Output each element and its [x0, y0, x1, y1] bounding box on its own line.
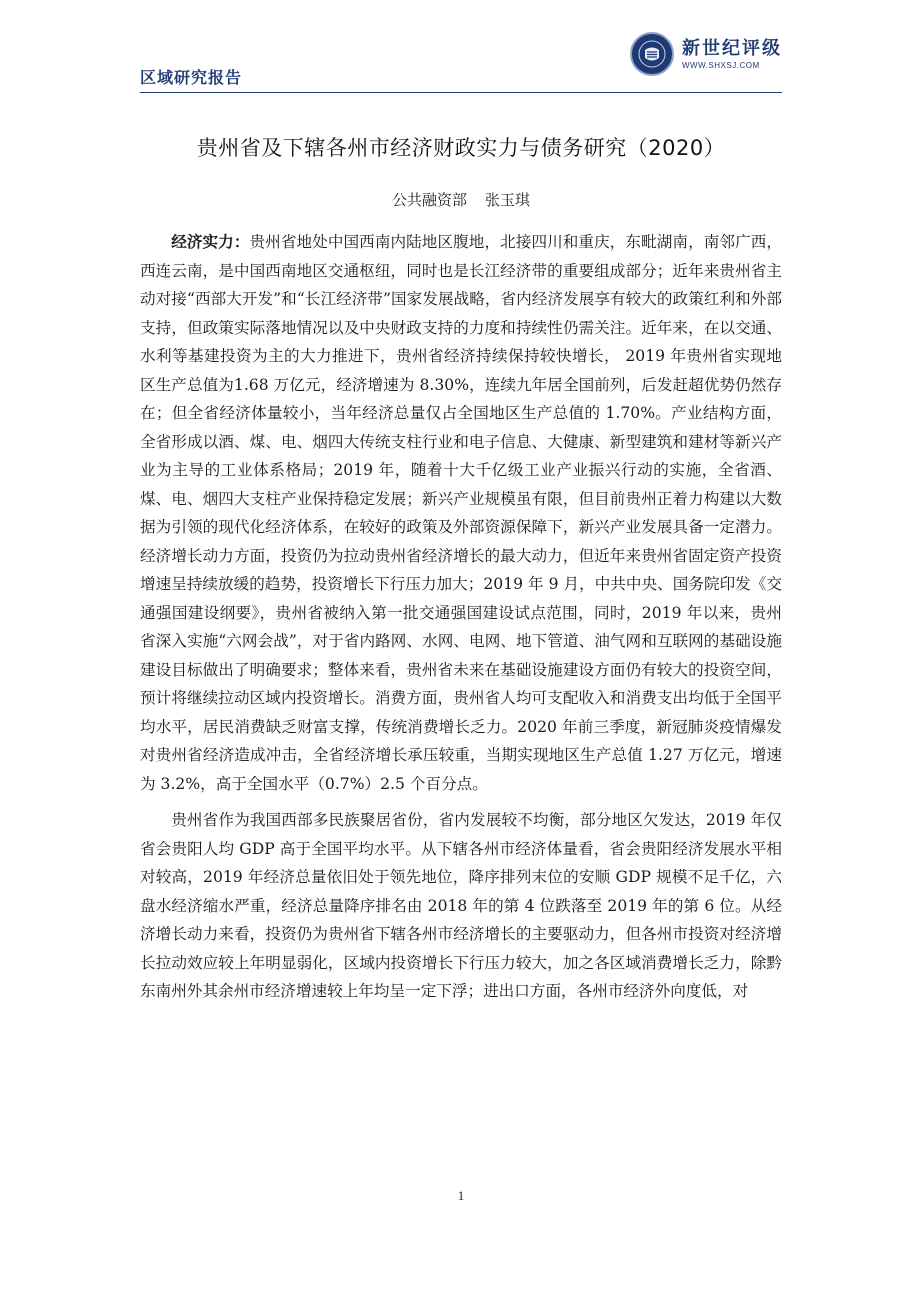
body-paragraph	[140, 806, 782, 1006]
paragraph-text: 贵州省地处中国西南内陆地区腹地，北接四川和重庆，东毗湖南，南邻广西，西连云南，是中国西南地区交通枢纽，同时也是长江经济带的重要组成部分；近年来贵州省主动对接“西部大开发”和“长江经济带”国家发展战略，省内经济发展享有较大的政策红利和外部支持，但政策实际落地情况以及中央财政支持的力度和持续性仍需关注。近年来，在以交通、水利等基建投资为主的大力推进下，贵州省经济持续保持较快增长， 2019 年贵州省实现地区生产总值为1.68 万亿元，经济增速为 8.30%，连续九年居全国前列，后发赶超优势仍然存在；但全省经济体量较小，当年经济总量仅占全国地区生产总值的 1.70%。产业结构方面，全省形成以酒、煤、电、烟四大传统支柱行业和电子信息、大健康、新型建筑和建材等新兴产业为主导的工业体系格局；2019 年，随着十大千亿级工业产业振兴行动的实施，全省酒、煤、电、烟四大支柱产业保持稳定发展；新兴产业规模虽有限，但目前贵州正着力构建以大数据为引领的现代化经济体系，在较好的政策及外部资源保障下，新兴产业发展具备一定潜力。经济增长动力方面，投资仍为拉动贵州省经济增长的最大动力，但近年来贵州省固定资产投资增速呈持续放缓的趋势，投资增长下行压力加大；2019 年 9 月，中共中央、国务院印发《交通强国建设纲要》，贵州省被纳入第一批交通强国建设试点范围，同时，2019 年以来，贵州省深入实施“六网会战”，对于省内路网、水网、电网、地下管道、油气网和互联网的基础设施建设目标做出了明确要求；整体来看，贵州省未来在基础设施建设方面仍有较大的投资空间，预计将继续拉动区域内投资增长。消费方面，贵州省人均可支配收入和消费支出均低于全国平均水平，居民消费缺乏财富支撑，传统消费增长乏力。2020 年前三季度，新冠肺炎疫情爆发对贵州省经济造成冲击，全省经济增长承压较重，当期实现地区生产总值 1.27 万亿元，增速为 3.2%，高于全国水平（0.7%）2.5 个百分点。	[140, 233, 782, 793]
author-name: 张玉琪	[485, 191, 531, 209]
department-name: 公共融资部	[391, 191, 467, 209]
paragraph-lead: 经济实力：	[171, 232, 250, 251]
emblem-shape-icon	[637, 39, 667, 69]
page-header	[140, 30, 782, 92]
document-title: 贵州省及下辖各州市经济财政实力与债务研究（2020）	[196, 136, 726, 160]
document-body	[140, 228, 782, 1006]
page-number: 1	[457, 1188, 465, 1203]
company-logo	[630, 30, 782, 78]
rating-agency-emblem-icon	[630, 32, 674, 76]
logo-text	[682, 39, 782, 70]
author-line	[140, 189, 782, 210]
report-type-label: 区域研究报告	[140, 68, 243, 87]
header-divider	[140, 92, 782, 93]
paragraph-text: 贵州省作为我国西部多民族聚居省份，省内发展较不均衡，部分地区欠发达，2019 年仅省会贵阳人均 GDP 高于全国平均水平。从下辖各州市经济体量看，省会贵阳经济发展水平相对较高，2019 年经济总量依旧处于领先地位，降序排列末位的安顺 GDP 规模不足千亿，六盘水经济缩水严重，经济总量降序排名由 2018 年的第 4 位跌落至 2019 年的第 6 位。从经济增长动力来看，投资仍为贵州省下辖各州市经济增长的主要驱动力，但各州市投资对经济增长拉动效应较上年明显弱化，区域内投资增长下行压力较大，加之各区域消费增长乏力，除黔东南州外其余州市经济增速较上年均呈一定下浮；进出口方面，各州市经济外向度低，对	[140, 811, 782, 1000]
logo-name: 新世纪评级	[682, 37, 782, 59]
body-paragraph	[140, 228, 782, 798]
logo-url: WWW.SHXSJ.COM	[682, 60, 760, 70]
